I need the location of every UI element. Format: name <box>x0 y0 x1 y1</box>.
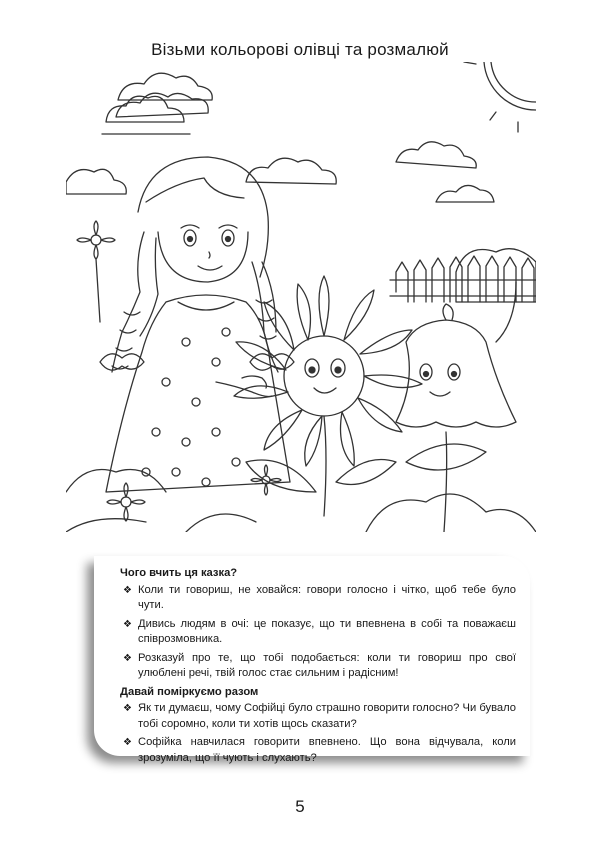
list-item-text: Як ти думаєш, чому Софійці було страшно говорити голосно? Чи бувало тобі соромно, коли ти хотів щось сказати? <box>138 702 516 730</box>
section-heading-lessons: Чого вчить ця казка? <box>120 567 238 579</box>
page-title: Візьми кольорові олівці та розмалюй <box>151 40 449 59</box>
cloud-icon <box>66 169 126 194</box>
girl-figure <box>100 157 294 492</box>
sun-icon <box>464 62 536 132</box>
list-item <box>120 617 516 648</box>
lessons-list <box>120 583 516 682</box>
discussion-list <box>120 701 516 766</box>
coloring-illustration <box>66 62 536 532</box>
list-item <box>120 583 516 614</box>
flower-icon <box>77 221 115 322</box>
list-item <box>120 701 516 732</box>
list-item-text: Розказуй про те, що тобі подобається: коли ти говориш про свої улюблені речі, твій голос стає сильним і радісним! <box>138 651 516 679</box>
cloud-icon <box>246 158 336 184</box>
list-item-text: Дивись людям в очі: це показує, що ти впевнена в собі та поважаєш співрозмовника. <box>138 617 516 645</box>
list-item-text: Коли ти говориш, не ховайся: говори голосно і чітко, щоб тебе було чути. <box>138 583 516 611</box>
cloud-icon <box>436 185 494 202</box>
diamond-bullet-icon: ❖ <box>123 652 132 664</box>
cloud-icon <box>396 142 476 168</box>
section-heading-discussion: Давай поміркуємо разом <box>120 685 259 698</box>
fence <box>390 256 536 302</box>
flower-icon <box>107 483 145 521</box>
diamond-bullet-icon: ❖ <box>123 737 132 748</box>
list-item-text: Софійка навчилася говорити впевнено. Що вона відчувала, коли зрозуміла, що її чують і слухають? <box>138 736 516 764</box>
page-number: 5 <box>295 797 305 816</box>
list-item <box>120 735 516 766</box>
lesson-card <box>94 556 530 764</box>
cloud-icon <box>116 93 208 117</box>
diamond-bullet-icon: ❖ <box>123 703 132 714</box>
diamond-bullet-icon: ❖ <box>123 618 132 630</box>
list-item <box>120 651 516 682</box>
diamond-bullet-icon: ❖ <box>123 584 132 596</box>
